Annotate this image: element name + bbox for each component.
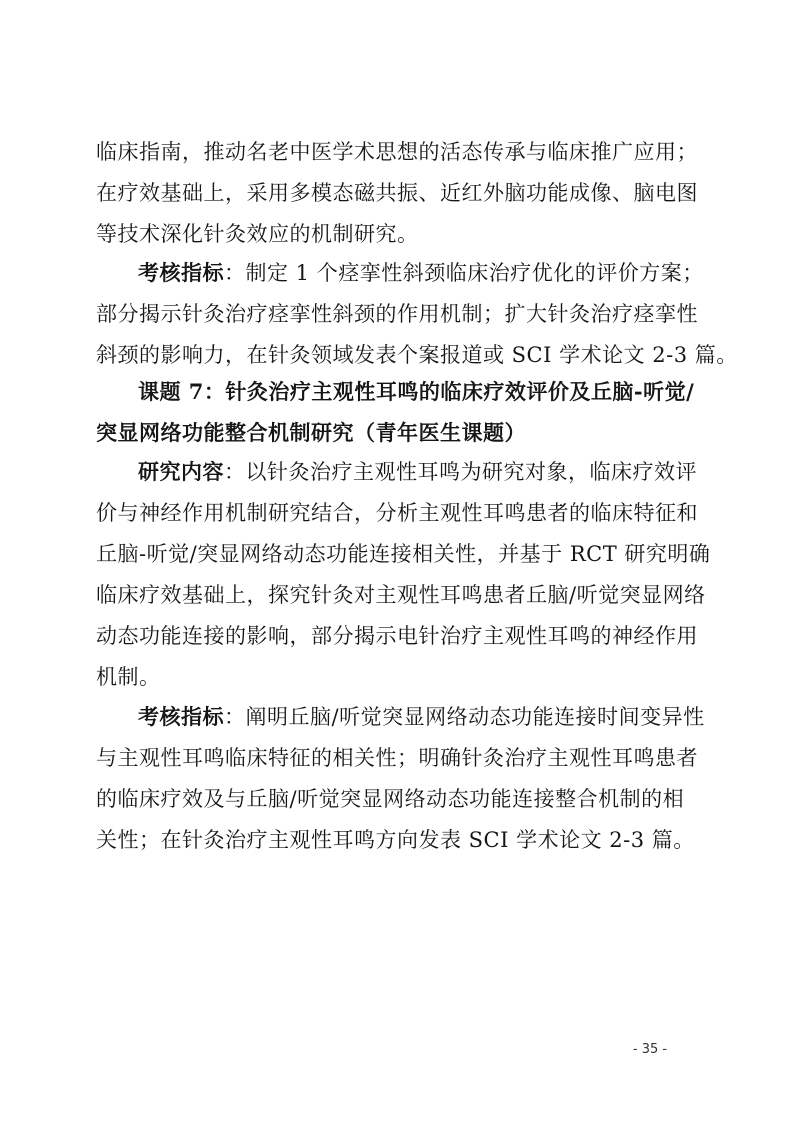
- paragraph-5-line-2: 与主观性耳鸣临床特征的相关性；明确针灸治疗主观性耳鸣患者: [96, 746, 698, 770]
- paragraph-4-line-1-text: ：以针灸治疗主观性耳鸣为研究对象，临床疗效评: [224, 460, 697, 484]
- paragraph-5-line-1: [138, 697, 705, 737]
- paragraph-5-line-4: 关性；在针灸治疗主观性耳鸣方向发表 SCI 学术论文 2-3 篇。: [96, 828, 695, 852]
- paragraph-2-line-3: 斜颈的影响力，在针灸领域发表个案报道或 SCI 学术论文 2-3 篇。: [96, 343, 738, 367]
- assessment-label: 考核指标: [138, 260, 224, 285]
- paragraph-2-line-1: [138, 253, 704, 293]
- paragraph-5-line-1-text: ：阐明丘脑/听觉突显网络动态功能连接时间变异性: [224, 705, 705, 729]
- assessment-label-2: 考核指标: [138, 704, 224, 729]
- paragraph-2-line-2: 部分揭示针灸治疗痉挛性斜颈的作用机制；扩大针灸治疗痉挛性: [96, 302, 698, 326]
- paragraph-2-line-1-text: ：制定 1 个痉挛性斜颈临床治疗优化的评价方案；: [224, 261, 704, 285]
- paragraph-4-line-2: 价与神经作用机制研究结合，分析主观性耳鸣患者的临床特征和: [96, 501, 698, 525]
- paragraph-1-line-3: 等技术深化针灸效应的机制研究。: [96, 222, 419, 246]
- topic-heading-line-2: 突显网络功能整合机制研究（青年医生课题）: [96, 420, 526, 445]
- research-content-label: 研究内容: [138, 459, 224, 484]
- paragraph-4-line-5: 动态功能连接的影响，部分揭示电针治疗主观性耳鸣的神经作用: [96, 624, 698, 648]
- paragraph-4-line-6: 机制。: [96, 665, 161, 689]
- paragraph-1-line-1: 临床指南，推动名老中医学术思想的活态传承与临床推广应用；: [96, 140, 698, 164]
- paragraph-4-line-3: 丘脑-听觉/突显网络动态功能连接相关性，并基于 RCT 研究明确: [96, 542, 711, 566]
- paragraph-4-line-4: 临床疗效基础上，探究针灸对主观性耳鸣患者丘脑/听觉突显网络: [96, 583, 706, 607]
- page-number: - 35 -: [632, 1042, 668, 1057]
- paragraph-5-line-3: 的临床疗效及与丘脑/听觉突显网络动态功能连接整合机制的相: [96, 787, 685, 811]
- topic-heading-line-1: 课题 7：针灸治疗主观性耳鸣的临床疗效评价及丘脑-听觉/: [138, 379, 695, 404]
- paragraph-1-line-2: 在疗效基础上，采用多模态磁共振、近红外脑功能成像、脑电图: [96, 181, 698, 205]
- paragraph-4-line-1: [138, 452, 698, 492]
